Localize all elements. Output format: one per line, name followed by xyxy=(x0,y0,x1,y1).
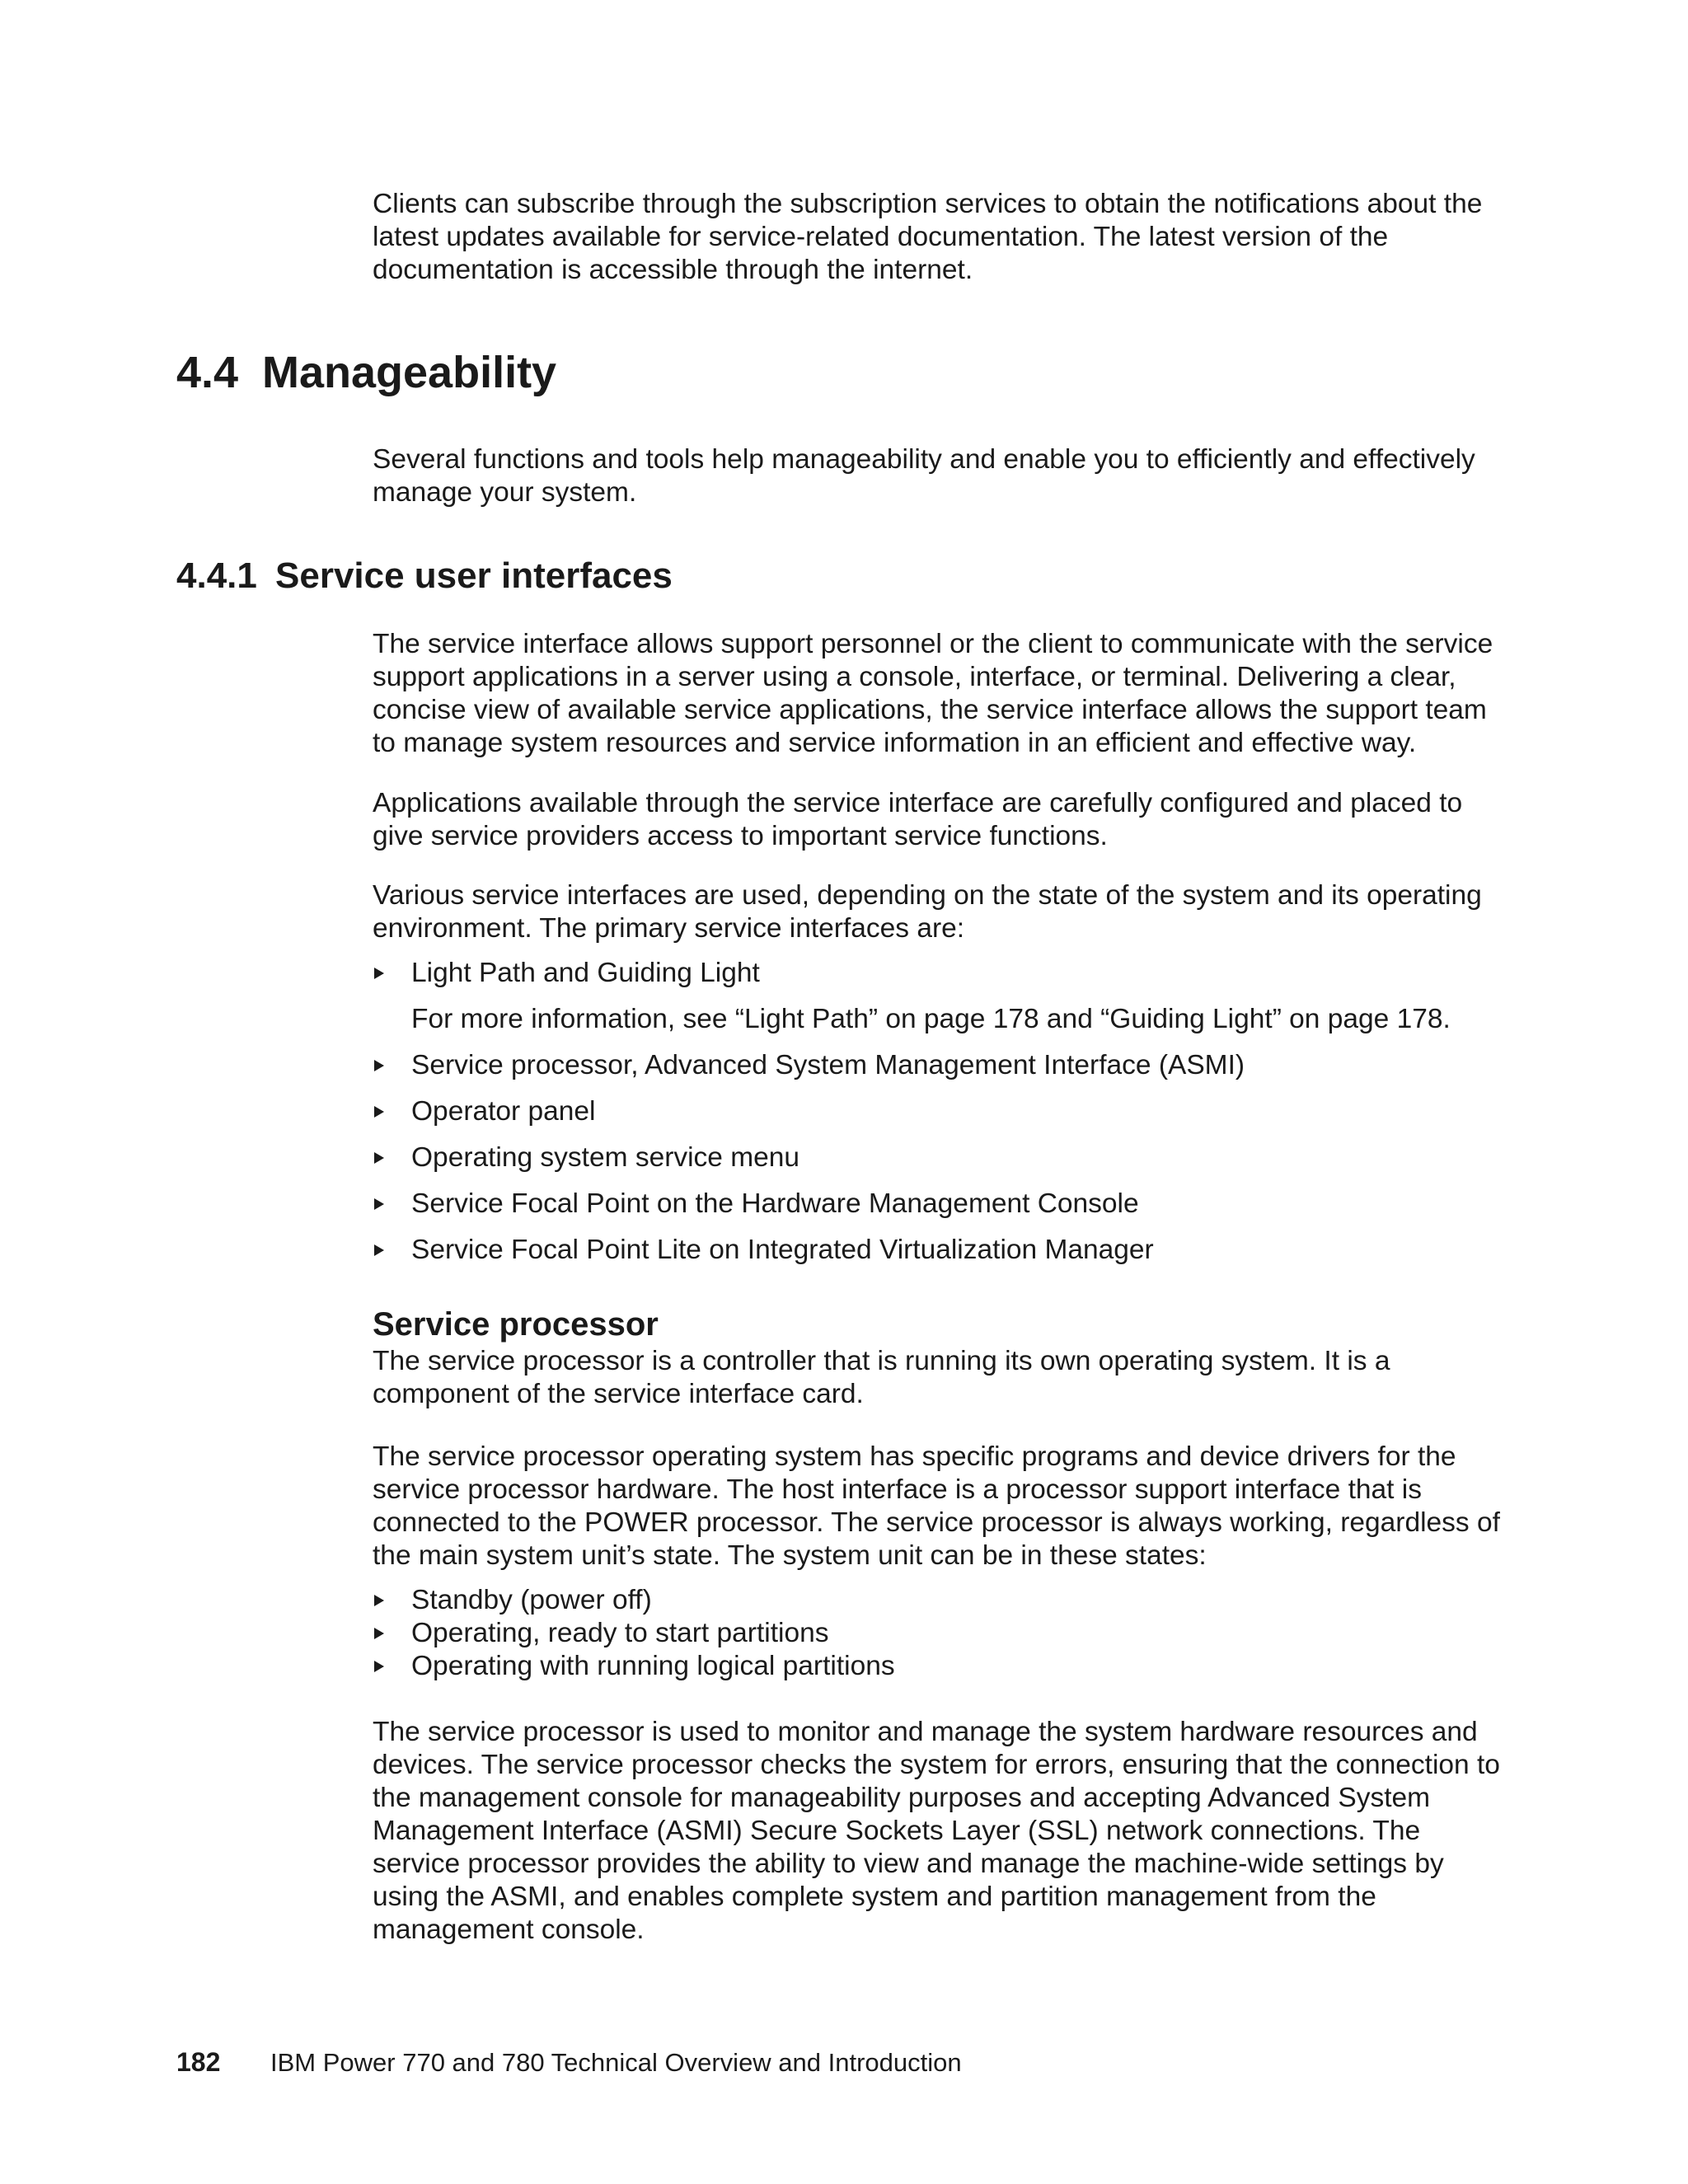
interfaces-list xyxy=(373,957,1502,1267)
section-intro-block xyxy=(373,443,1502,509)
list-item: Service Focal Point on the Hardware Management Console xyxy=(373,1188,1502,1221)
section-intro-paragraph: Several functions and tools help manageability and enable you to efficiently and effectively manage your system. xyxy=(373,444,1475,508)
service-processor-paragraph-2: The service processor operating system has specific programs and device drivers for the service processor hardware. The host interface is a processor support interface that is connected to the POWER processor. The service processor is always working, regardless of the main system unit’s state. The system unit can be in these states: xyxy=(373,1441,1500,1571)
subsection-title: Service user interfaces xyxy=(275,555,673,596)
service-processor-paragraph-2-block xyxy=(373,1441,1502,1572)
subsection-paragraph-3-block xyxy=(373,879,1502,945)
bullet-triangle-icon xyxy=(374,1106,384,1118)
subsection-paragraph-1-block xyxy=(373,628,1502,760)
list-item: Operating, ready to start partitions xyxy=(373,1617,1502,1650)
states-list xyxy=(373,1584,1502,1683)
subsection-heading xyxy=(176,554,673,598)
service-processor-paragraph-1: The service processor is a controller that is running its own operating system. It is a component of the service interface card. xyxy=(373,1346,1390,1409)
list-item: Operating with running logical partitions xyxy=(373,1650,1502,1683)
list-item: Standby (power off) xyxy=(373,1584,1502,1617)
paragraph-service-interface: The service interface allows support personnel or the client to communicate with the service support applications in a server using a console, interface, or terminal. Delivering a clear, concise view of available service applications, the service interface allows the support team to manage system resources and service information in an efficient and effective way. xyxy=(373,629,1493,758)
page-number: 182 xyxy=(176,2047,221,2077)
bullet-triangle-icon xyxy=(374,1661,384,1672)
section-title: Manageability xyxy=(262,348,557,397)
intro-block xyxy=(373,188,1502,287)
light-path-note: For more information, see “Light Path” on page 178 and “Guiding Light” on page 178. xyxy=(411,1004,1451,1034)
bullet-triangle-icon xyxy=(374,1152,384,1164)
list-item: Service processor, Advanced System Management Interface (ASMI) xyxy=(373,1049,1502,1082)
list-item: Light Path and Guiding Light xyxy=(373,957,1502,990)
list-item: Operating system service menu xyxy=(373,1141,1502,1174)
page-footer xyxy=(176,2046,962,2079)
section-number: 4.4 xyxy=(176,348,239,397)
bullet-triangle-icon xyxy=(374,1628,384,1639)
bullet-triangle-icon xyxy=(374,968,384,979)
bullet-triangle-icon xyxy=(374,1198,384,1210)
bullet-triangle-icon xyxy=(374,1060,384,1071)
intro-paragraph: Clients can subscribe through the subscription services to obtain the notifications about the latest updates available for service-related documentation. The latest version of the documentation is accessible through the internet. xyxy=(373,189,1483,285)
service-processor-section xyxy=(373,1304,1502,1411)
section-heading xyxy=(176,346,556,399)
subsection-paragraph-2-block xyxy=(373,787,1502,853)
service-processor-paragraph-3-block xyxy=(373,1716,1502,1947)
paragraph-various-interfaces: Various service interfaces are used, depending on the state of the system and its operating environment. The primary service interfaces are: xyxy=(373,880,1482,944)
bullet-triangle-icon xyxy=(374,1595,384,1606)
subsection-number: 4.4.1 xyxy=(176,555,257,596)
bullet-triangle-icon xyxy=(374,1244,384,1256)
service-processor-paragraph-3: The service processor is used to monitor and manage the system hardware resources and devices. The service processor checks the system for errors, ensuring that the connection to the management console for manageability purposes and accepting Advanced System Management Interface (ASMI) Secure Sockets Layer (SSL) network connections. The service processor provides the ability to view and manage the machine-wide settings by using the ASMI, and enables complete system and partition management from the management console. xyxy=(373,1717,1500,1945)
book-title: IBM Power 770 and 780 Technical Overview and Introduction xyxy=(270,2048,962,2077)
paragraph-applications: Applications available through the service interface are carefully configured and placed to give service providers access to important service functions. xyxy=(373,788,1463,851)
service-processor-heading: Service processor xyxy=(373,1306,659,1343)
list-item: Service Focal Point Lite on Integrated Virtualization Manager xyxy=(373,1234,1502,1267)
list-item: Operator panel xyxy=(373,1095,1502,1128)
